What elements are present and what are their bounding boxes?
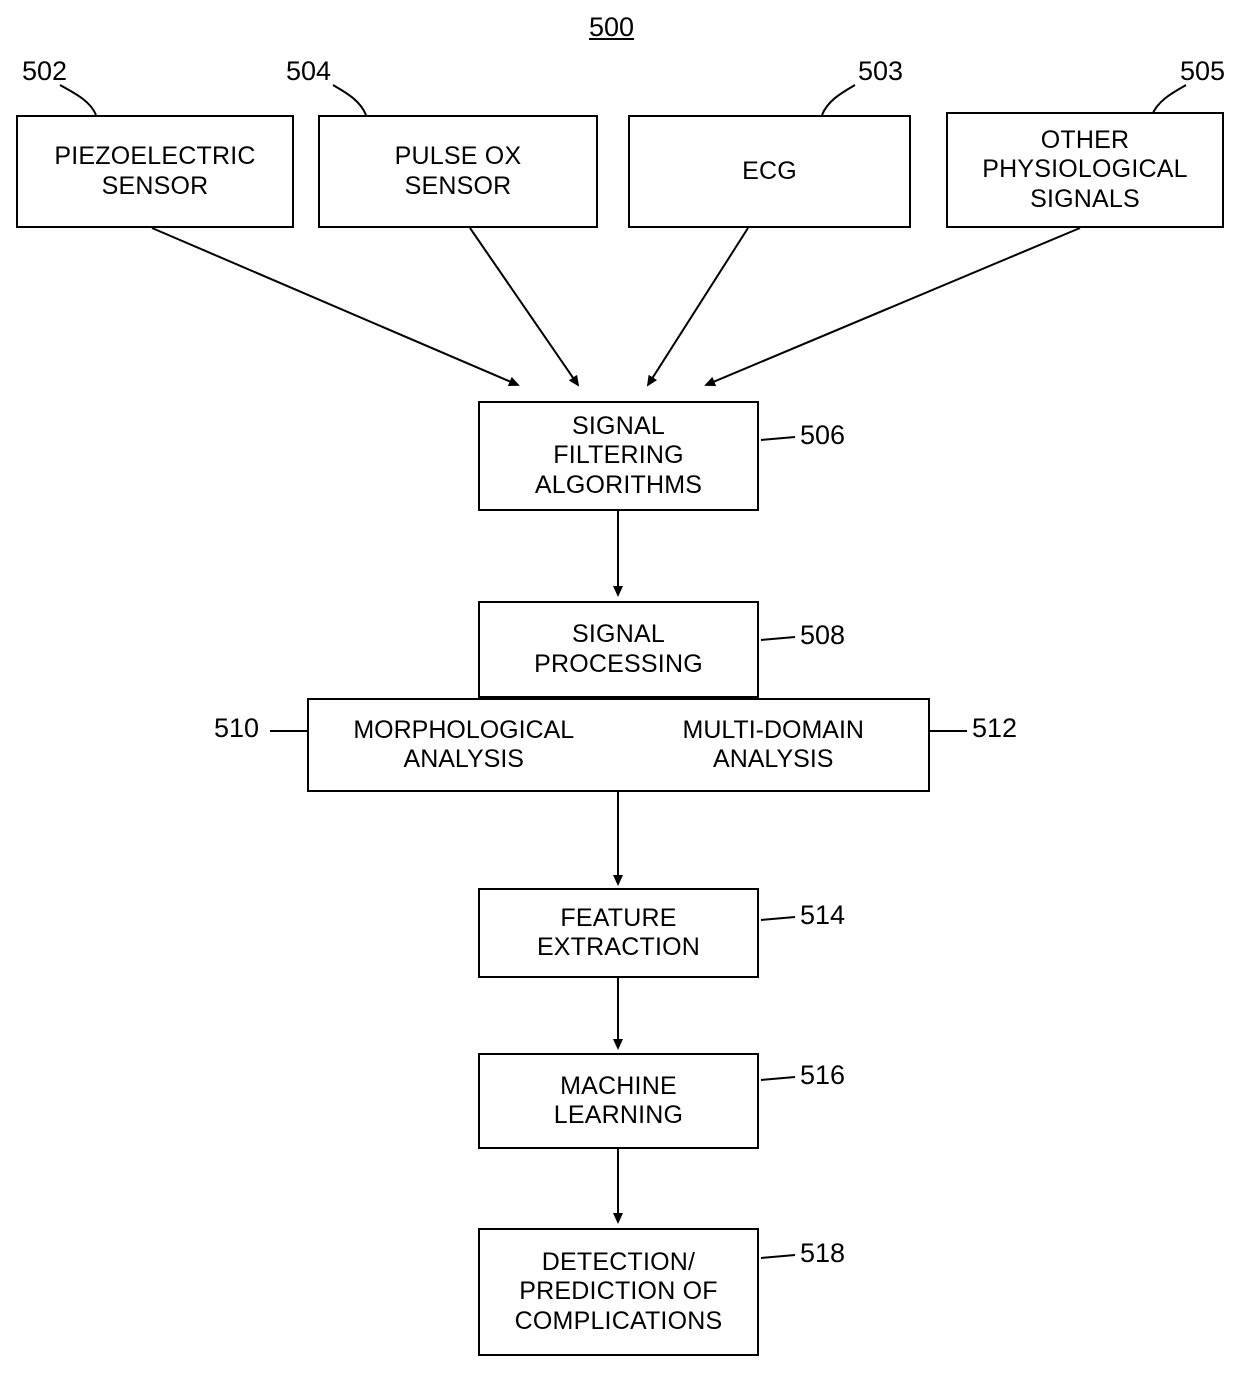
node-piezoelectric-sensor <box>16 115 294 228</box>
figure-number: 500 <box>589 12 635 42</box>
node-ecg <box>628 115 911 228</box>
node-morphological-analysis <box>309 700 619 790</box>
node-machine-learning <box>478 1053 759 1149</box>
node-multi-domain-analysis-label: MULTI-DOMAIN ANALYSIS <box>682 715 864 773</box>
node-feature-extraction-label: FEATURE EXTRACTION <box>536 903 701 961</box>
node-machine-learning-label: MACHINE LEARNING <box>553 1071 684 1129</box>
node-detection-prediction-of-complications <box>478 1228 759 1356</box>
node-analysis-split <box>307 698 930 792</box>
ref-503: 503 <box>858 56 904 86</box>
node-pulse-ox-sensor <box>318 115 598 228</box>
ref-504: 504 <box>286 56 332 86</box>
ref-516: 516 <box>800 1060 846 1090</box>
ref-508: 508 <box>800 620 846 650</box>
ref-506: 506 <box>800 420 846 450</box>
node-pulse-ox-sensor-label: PULSE OX SENSOR <box>394 142 522 200</box>
ref-510: 510 <box>214 713 260 743</box>
ref-505: 505 <box>1180 56 1226 86</box>
node-feature-extraction <box>478 888 759 978</box>
node-signal-filtering-algorithms-label: SIGNAL FILTERING ALGORITHMS <box>534 411 703 499</box>
node-signal-processing <box>478 601 759 698</box>
node-piezoelectric-sensor-label: PIEZOELECTRIC SENSOR <box>54 142 256 200</box>
node-signal-filtering-algorithms <box>478 401 759 511</box>
node-morphological-analysis-label: MORPHOLOGICAL ANALYSIS <box>353 715 575 773</box>
node-ecg-label: ECG <box>742 156 797 185</box>
ref-502: 502 <box>22 56 68 86</box>
node-multi-domain-analysis <box>619 700 929 790</box>
node-other-physiological-signals-label: OTHER PHYSIOLOGICAL SIGNALS <box>982 125 1188 213</box>
ref-514: 514 <box>800 900 846 930</box>
node-signal-processing-label: SIGNAL PROCESSING <box>534 620 703 678</box>
ref-518: 518 <box>800 1238 846 1268</box>
ref-512: 512 <box>972 713 1018 743</box>
node-other-physiological-signals <box>946 112 1224 228</box>
node-detection-prediction-of-complications-label: DETECTION/ PREDICTION OF COMPLICATIONS <box>514 1247 723 1335</box>
